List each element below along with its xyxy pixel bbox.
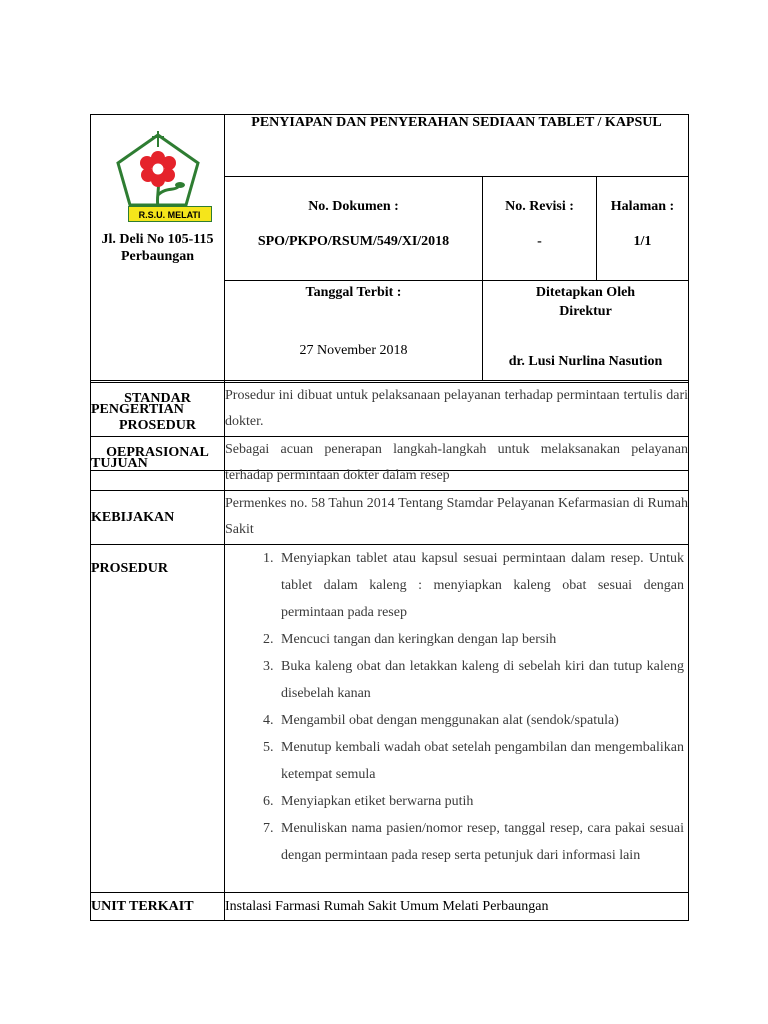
ditetapkan-role: Direktur — [559, 304, 612, 319]
prosedur-steps — [225, 545, 688, 869]
prosedur-steps-cell — [225, 545, 689, 893]
tanggal-terbit-label: Tanggal Terbit : — [305, 285, 402, 300]
unit-terkait-label: UNIT TERKAIT — [91, 893, 225, 921]
hospital-address: Jl. Deli No 105-115 Perbaungan — [101, 232, 214, 264]
no-revisi-cell — [483, 177, 597, 281]
pengertian-label: PENGERTIAN — [91, 383, 225, 437]
halaman-label: Halaman : — [610, 199, 675, 214]
logo-cell — [91, 115, 225, 381]
prosedur-step: 6. Menyiapkan etiket berwarna putih — [277, 788, 684, 815]
tanggal-terbit-cell — [225, 281, 483, 381]
standar-line3: OEPRASIONAL — [106, 445, 209, 460]
no-dokumen-cell — [225, 177, 483, 281]
pengertian-text: Prosedur ini dibuat untuk pelaksanaan pelayanan terhadap permintaan tertulis dari dokter. — [225, 383, 689, 437]
hospital-logo — [108, 125, 208, 225]
kebijakan-text: Permenkes no. 58 Tahun 2014 Tentang Stamdar Pelayanan Kefarmasian di Rumah Sakit — [225, 491, 689, 545]
ditetapkan-label: Ditetapkan Oleh — [535, 285, 636, 300]
prosedur-step: 5. Menutup kembali wadah obat setelah pengambilan dan mengembalikan ketempat semula — [277, 734, 684, 788]
halaman-cell — [597, 177, 689, 281]
unit-terkait-text: Instalasi Farmasi Rumah Sakit Umum Melati Perbaungan — [225, 893, 689, 921]
prosedur-step: 7. Menuliskan nama pasien/nomor resep, tanggal resep, cara pakai sesuai dengan permintaan pada resep serta petunjuk dari informasi lain — [277, 815, 684, 869]
no-revisi-label: No. Revisi : — [505, 199, 574, 214]
ditetapkan-cell — [483, 281, 689, 381]
prosedur-step: 1. Menyiapkan tablet atau kapsul sesuai permintaan dalam resep. Untuk tablet dalam kaleng : menyiapkan kaleng obat sesuai dengan permintaan pada resep — [277, 545, 684, 626]
prosedur-step: 3. Buka kaleng obat dan letakkan kaleng di sebelah kiri dan tutup kaleng disebelah kanan — [277, 653, 684, 707]
kebijakan-label: KEBIJAKAN — [91, 491, 225, 545]
standar-block — [91, 283, 224, 293]
halaman-value: 1/1 — [633, 234, 652, 249]
spo-sections — [90, 382, 688, 921]
spo-table — [90, 114, 689, 381]
tujuan-text: Sebagai acuan penerapan langkah-langkah untuk melaksanakan pelayanan terhadap permintaan dokter dalam resep — [225, 437, 689, 491]
ditetapkan-name: dr. Lusi Nurlina Nasution — [508, 354, 663, 369]
tujuan-label: TUJUAN — [91, 437, 225, 491]
prosedur-label: PROSEDUR — [91, 545, 225, 893]
standar-line2: PROSEDUR — [118, 418, 196, 433]
standar-line1: STANDAR — [124, 391, 191, 406]
prosedur-step: 2. Mencuci tangan dan keringkan dengan lap bersih — [277, 626, 684, 653]
no-revisi-value: - — [537, 234, 542, 249]
logo-label: R.S.U. MELATI — [128, 206, 212, 222]
sections-table — [90, 382, 689, 921]
document-title: PENYIAPAN DAN PENYERAHAN SEDIAAN TABLET / KAPSUL — [225, 115, 689, 177]
no-dokumen-value: SPO/PKPO/RSUM/549/XI/2018 — [257, 234, 450, 249]
prosedur-step: 4. Mengambil obat dengan menggunakan alat (sendok/spatula) — [277, 707, 684, 734]
tanggal-terbit-value: 27 November 2018 — [299, 343, 408, 358]
no-dokumen-label: No. Dokumen : — [308, 199, 399, 214]
